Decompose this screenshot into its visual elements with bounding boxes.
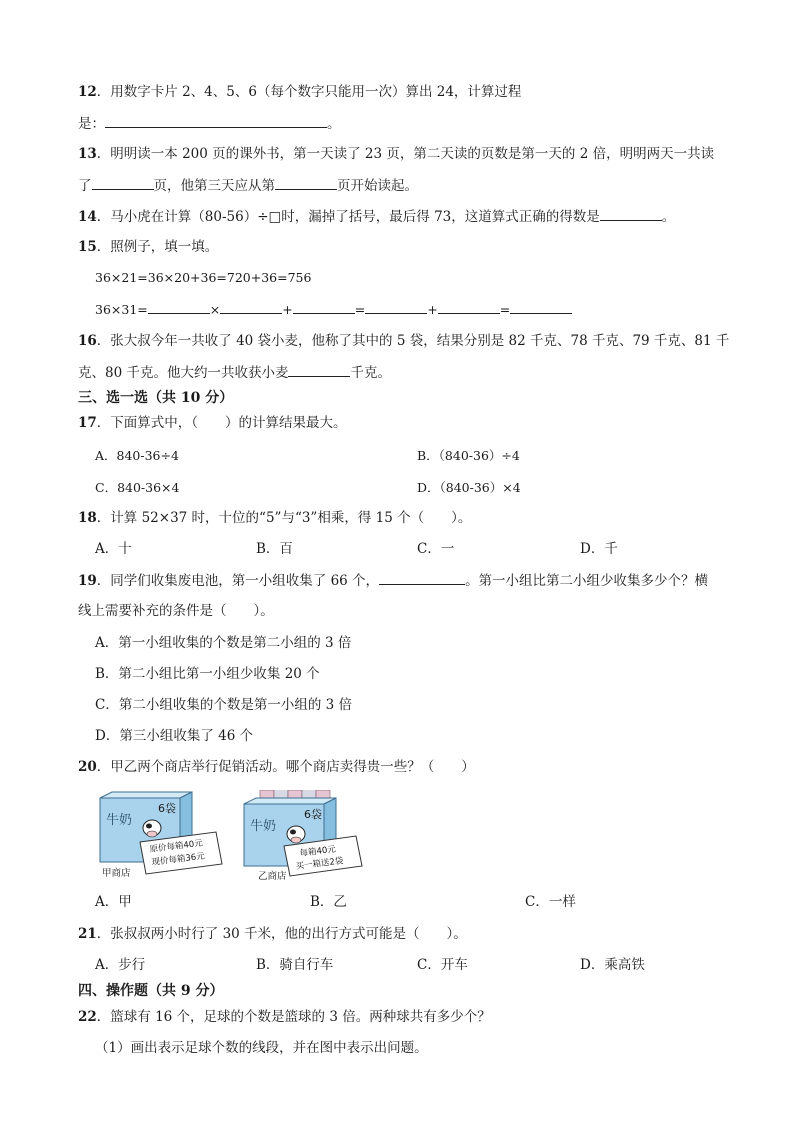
operator: + <box>282 302 293 317</box>
option-a[interactable]: A．840-36÷4 <box>95 448 179 463</box>
operator: = <box>354 302 366 317</box>
question-16 <box>78 331 729 351</box>
option-b[interactable]: B．（840-36）÷4 <box>417 448 520 463</box>
text-fragment: 千克。 <box>350 365 391 381</box>
answer-blank[interactable] <box>293 299 355 314</box>
question-15 <box>78 237 218 257</box>
option-d[interactable]: D．乘高铁 <box>580 957 645 973</box>
question-15-task <box>95 299 572 320</box>
question-text: ．马小虎在计算（80-56）÷□时，漏掉了括号，最后得 73，这道算式正确的得数是 <box>96 209 600 225</box>
question-number: 16 <box>78 333 97 349</box>
option-c[interactable]: C．一样 <box>525 894 576 910</box>
option-c[interactable]: C．开车 <box>417 957 468 973</box>
option-b[interactable]: B．第二小组比第一小组少收集 20 个 <box>95 666 320 682</box>
box-word: 牛奶 <box>106 813 133 828</box>
question-text: ．甲乙两个商店举行促销活动。哪个商店卖得贵一些？（ ） <box>96 759 475 775</box>
question-17 <box>78 413 347 433</box>
question-text: ．明明读一本 200 页的课外书，第一天读了 23 页，第二天读的页数是第一天的 2 倍，明明两天一共读 <box>96 146 715 162</box>
answer-prefix: 是： <box>78 116 105 132</box>
question-text: ．照例子，填一填。 <box>96 239 219 255</box>
option-b[interactable]: B．骑自行车 <box>256 957 334 973</box>
sign-line-2: 买一箱送2袋 <box>295 856 344 872</box>
question-text: ．用数字卡片 2、4、5、6（每个数字只能用一次）算出 24，计算过程 <box>96 84 522 100</box>
option-d[interactable]: D．第三小组收集了 46 个 <box>95 728 254 744</box>
question-number: 15 <box>78 239 97 255</box>
question-text: ．篮球有 16 个，足球的个数是篮球的 3 倍。两种球共有多少个？ <box>96 1009 491 1025</box>
shop-name: 甲商店 <box>102 868 131 879</box>
text-fragment: 页，他第三天应从第 <box>153 178 275 194</box>
text-fragment: 。 <box>661 209 676 225</box>
question-19-line2: 线上需要补充的条件是（ ）。 <box>78 603 274 619</box>
bag-count: 6袋 <box>304 808 322 821</box>
question-number: 20 <box>78 759 97 775</box>
box-top <box>244 798 336 804</box>
text-fragment: 克、80 千克。他大约一共收获小麦 <box>78 365 289 381</box>
question-16-line2 <box>78 362 391 383</box>
question-12 <box>78 82 521 102</box>
option-c[interactable]: C．一 <box>417 541 455 557</box>
operator: × <box>209 302 221 317</box>
answer-blank[interactable] <box>105 113 327 128</box>
question-number: 17 <box>78 415 97 431</box>
question-number: 12 <box>78 84 97 100</box>
sign-line-2: 现价每箱36元 <box>151 851 206 868</box>
option-a[interactable]: A．步行 <box>95 957 146 973</box>
option-a[interactable]: A．甲 <box>95 894 132 910</box>
sign-line-1: 每箱40元 <box>299 844 337 859</box>
question-21 <box>78 924 467 944</box>
shop-b-illustration <box>240 790 380 882</box>
question-12-answer-line: 是： 。 <box>78 113 341 134</box>
question-number: 14 <box>78 209 97 225</box>
option-b[interactable]: B．乙 <box>310 894 347 910</box>
sign-line-1: 原价每箱40元 <box>149 838 204 855</box>
question-number: 13 <box>78 146 97 162</box>
bag-count: 6袋 <box>158 802 176 815</box>
milk-bags-icon <box>260 790 330 798</box>
question-14 <box>78 206 675 227</box>
question-15-example: 36×21=36×20+36=720+36=756 <box>95 270 312 285</box>
question-number: 18 <box>78 510 97 526</box>
option-b[interactable]: B．百 <box>256 541 293 557</box>
answer-blank[interactable] <box>365 299 427 314</box>
box-top <box>100 792 192 798</box>
answer-blank[interactable] <box>288 362 350 377</box>
question-22-sub1: （1）画出表示足球个数的线段，并在图中表示出问题。 <box>95 1040 428 1056</box>
answer-blank[interactable] <box>92 175 154 190</box>
answer-blank[interactable] <box>438 299 500 314</box>
question-text: ．张大叔今年一共收了 40 袋小麦，他称了其中的 5 袋，结果分别是 82 千克、78 千克、79 千克、81 千 <box>96 333 730 349</box>
shop-name: 乙商店 <box>258 871 287 882</box>
option-a[interactable]: A．第一小组收集的个数是第二小组的 3 倍 <box>95 635 352 651</box>
answer-blank[interactable] <box>148 299 210 314</box>
question-number: 21 <box>78 926 97 942</box>
question-13-line2 <box>78 175 418 196</box>
text-fragment: 36×31= <box>95 302 148 317</box>
question-22 <box>78 1007 491 1027</box>
option-c[interactable]: C．第二小组收集的个数是第一小组的 3 倍 <box>95 697 353 713</box>
section-title: 三、选一选（共 10 分） <box>78 390 234 406</box>
question-text: ．张叔叔两小时行了 30 千米，他的出行方式可能是（ ）。 <box>96 926 467 942</box>
question-18 <box>78 508 471 528</box>
question-text: ．计算 52×37 时，十位的“5”与“3”相乘，得 15 个（ ）。 <box>96 510 472 526</box>
answer-blank[interactable] <box>510 299 572 314</box>
question-text: ．同学们收集废电池，第一小组收集了 66 个， <box>96 573 380 589</box>
question-number: 22 <box>78 1009 97 1025</box>
option-d[interactable]: D．（840-36）×4 <box>417 480 521 495</box>
answer-blank[interactable] <box>600 206 662 221</box>
option-a[interactable]: A．十 <box>95 541 132 557</box>
question-text: ．下面算式中，（ ）的计算结果最大。 <box>96 415 347 431</box>
operator: + <box>427 302 438 317</box>
question-20 <box>78 757 475 777</box>
answer-blank[interactable] <box>379 570 465 585</box>
shop-a-illustration <box>96 790 236 882</box>
question-number: 19 <box>78 573 97 589</box>
question-13 <box>78 144 714 164</box>
option-d[interactable]: D．千 <box>580 541 618 557</box>
operator: = <box>499 302 511 317</box>
answer-blank[interactable] <box>275 175 337 190</box>
question-19 <box>78 570 708 591</box>
box-word: 牛奶 <box>250 819 277 834</box>
answer-blank[interactable] <box>220 299 282 314</box>
option-c[interactable]: C．840-36×4 <box>95 480 180 495</box>
section-title: 四、操作题（共 9 分） <box>78 983 224 999</box>
text-fragment: 页开始读起。 <box>337 178 418 194</box>
text-fragment: 了 <box>78 178 92 194</box>
text-fragment: 。第一小组比第二小组少收集多少个？横 <box>465 573 709 589</box>
